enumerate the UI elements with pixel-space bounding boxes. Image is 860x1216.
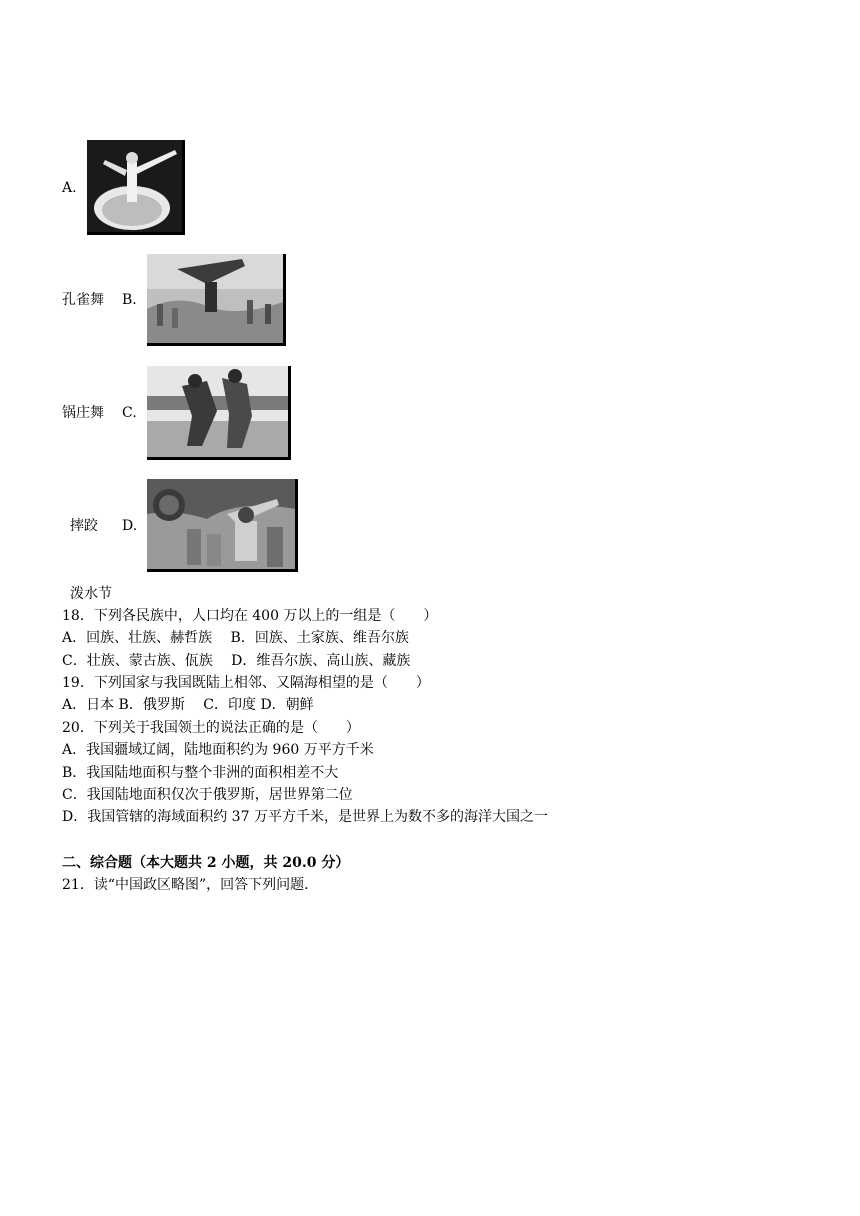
option-c-caption: 摔跤 [70,518,98,534]
option-d-caption: 泼水节 [70,586,112,602]
question-20-option-d: D．我国管辖的海域面积约 37 万平方千米，是世界上为数不多的海洋大国之一 [62,809,548,825]
question-19-stem: 19．下列国家与我国既陆上相邻、又隔海相望的是（ ） [62,675,430,691]
wrestling-photo-icon [147,366,291,460]
option-b-letter: B. [122,292,137,308]
question-20-option-a: A．我国疆域辽阔，陆地面积约为 960 万平方千米 [62,742,374,758]
question-20-stem: 20．下列关于我国领土的说法正确的是（ ） [62,720,360,736]
option-a-letter: A. [62,180,77,196]
water-splashing-festival-photo-icon [147,479,298,572]
option-a-caption: 孔雀舞 [62,292,104,308]
question-19-options-line-1: A．日本 B．俄罗斯 C．印度 D．朝鲜 [62,697,314,713]
option-d-letter: D. [122,518,138,534]
option-c-letter: C. [122,405,137,421]
section-2-title: 二、综合题（本大题共 2 小题，共 20.0 分） [62,855,350,871]
peacock-dance-photo-icon [87,140,185,235]
option-b-caption: 锅庄舞 [62,405,104,421]
question-21-stem: 21．读“中国政区略图”，回答下列问题． [62,877,319,893]
question-20-option-c: C．我国陆地面积仅次于俄罗斯，居世界第二位 [62,787,353,803]
question-18-options-line-1: A．回族、壮族、赫哲族 B．回族、土家族、维吾尔族 [62,630,409,646]
question-18-stem: 18．下列各民族中，人口均在 400 万以上的一组是（ ） [62,608,438,624]
guozhuang-dance-photo-icon [147,254,286,346]
question-20-option-b: B．我国陆地面积与整个非洲的面积相差不大 [62,765,339,781]
question-18-options-line-2: C．壮族、蒙古族、佤族 D．维吾尔族、高山族、藏族 [62,653,411,669]
